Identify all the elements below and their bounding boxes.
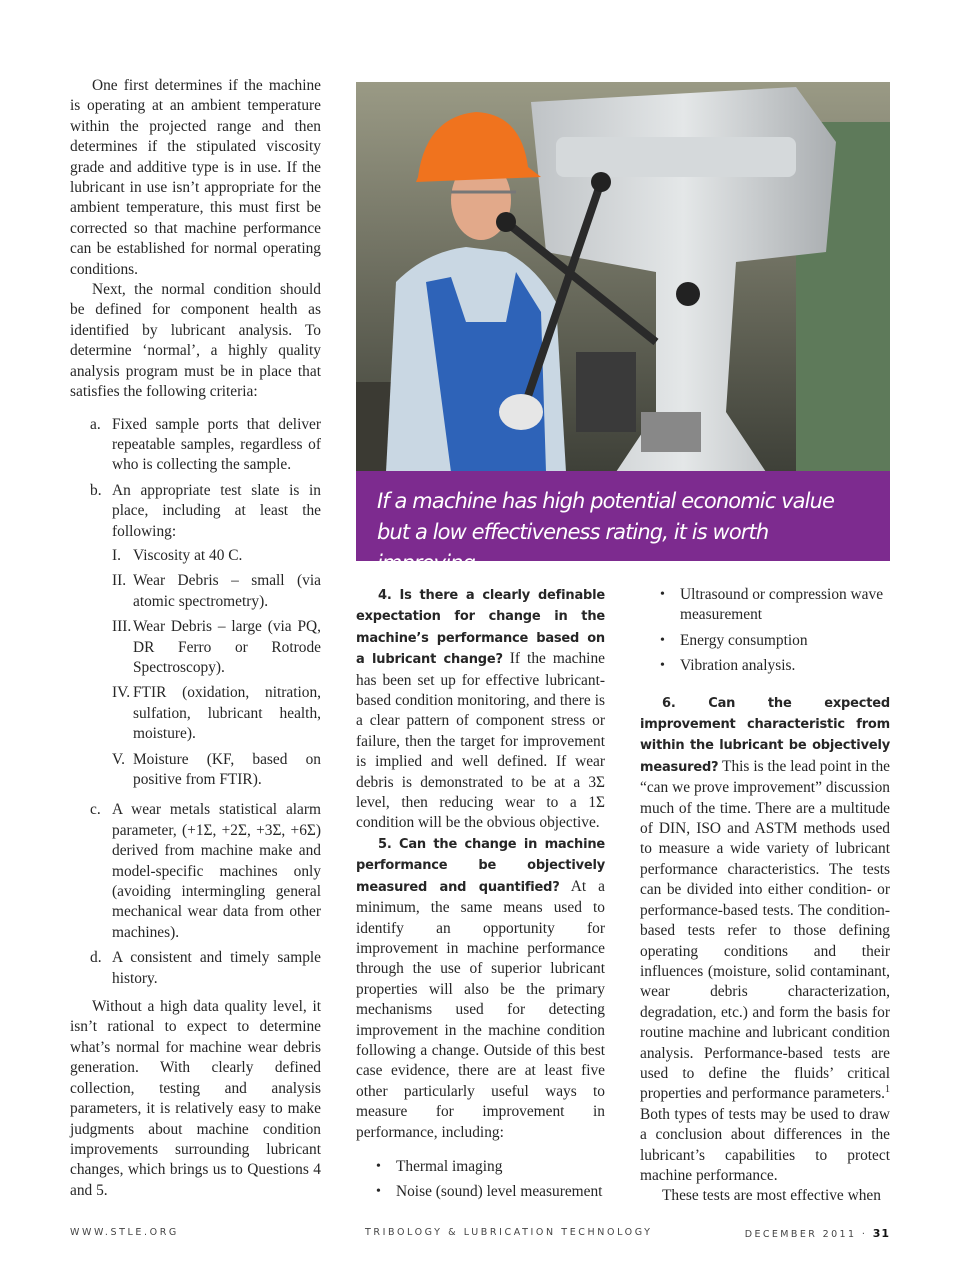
sublist-marker: I. bbox=[112, 546, 121, 564]
list-item bbox=[70, 415, 321, 476]
bullet-icon: • bbox=[660, 658, 665, 674]
sublist-item bbox=[112, 750, 321, 791]
list-item-text: An appropriate test slate is in place, including at least the following: bbox=[112, 481, 321, 540]
left-column bbox=[70, 76, 321, 1201]
sublist-item-text: Wear Debris – large (via PQ, DR Ferro or Rotrode Spectroscopy). bbox=[133, 618, 321, 676]
paragraph-question-4 bbox=[356, 585, 605, 834]
list-item bbox=[356, 1182, 605, 1202]
criteria-list bbox=[70, 415, 321, 990]
sublist-marker: III. bbox=[112, 618, 132, 636]
question-6-text-continued: Both types of tests may be used to draw a conclusion about differences in the lubricant’s capabilities to protect machine performance. bbox=[640, 1105, 890, 1184]
footer-separator: · bbox=[861, 1229, 868, 1240]
bullet-icon: • bbox=[376, 1184, 381, 1200]
pull-quote-text: If a machine has high potential economic value but a low effectiveness rating, it is worth improving. bbox=[377, 489, 835, 575]
list-item-text: Vibration analysis. bbox=[680, 657, 796, 675]
footer-publication: TRIBOLOGY & LUBRICATION TECHNOLOGY bbox=[365, 1227, 653, 1238]
list-item-text: A wear metals statistical alarm parameter, (+1Σ, +2Σ, +3Σ, +6Σ) derived from machine make and model-specific machines only (avoiding intermingling general mechanical wear data from other machines). bbox=[112, 801, 321, 941]
list-marker: b. bbox=[90, 481, 102, 499]
question-6-text: This is the lead point in the “can we prove improvement” discussion much of the time. There are a multitude of DIN, ISO and ASTM methods used to measure a wide variety of lubricant performance characteristics. The tests can be divided into either condition- or performance-based tests. The condition-based tests refer to those defining operating conditions and their influences (moisture, solid contaminant, wear debris characterization, degradation, etc.) and form the basis for routine machine and lubricant condition analysis. Performance-based tests are used to define the fluids’ critical properties and performance parameters. bbox=[640, 757, 890, 1103]
photo-illustration bbox=[356, 82, 890, 472]
list-item bbox=[70, 800, 321, 943]
sublist-item-text: Viscosity at 40 C. bbox=[133, 546, 243, 564]
sublist-item-text: FTIR (oxidation, nitration, sulfation, lubricant health, moisture). bbox=[133, 684, 321, 743]
paragraph-normal-condition: Next, the normal condition should be defined for component health as identified by lubricant analysis. To determine ‘normal’, a highly quality analysis program must be in place that satisfies the following criteria: bbox=[70, 281, 321, 401]
list-marker: a. bbox=[90, 415, 101, 433]
sublist-item bbox=[112, 617, 321, 678]
pull-quote-caption bbox=[356, 471, 890, 575]
footer-date: DECEMBER 2011 bbox=[744, 1229, 857, 1240]
list-marker: d. bbox=[90, 949, 102, 967]
sublist-marker: V. bbox=[112, 750, 125, 768]
bullet-icon: • bbox=[660, 632, 665, 648]
footer-date-page bbox=[745, 1227, 890, 1240]
page-number: 31 bbox=[872, 1227, 890, 1240]
question-4-text: If the machine has been set up for effective lubricant-based condition monitoring, and there is a clear pattern of component stress or failure, then the target for improvement is implied and well defined. If wear debris is demonstrated to be at a 3Σ level, then reducing wear to a 1Σ condition will be the obvious objective. bbox=[356, 650, 605, 832]
list-item bbox=[640, 631, 890, 651]
list-item bbox=[70, 481, 321, 796]
sublist-item-text: Moisture (KF, based on positive from FTIR). bbox=[133, 750, 321, 788]
list-item bbox=[70, 948, 321, 989]
list-item bbox=[356, 1157, 605, 1177]
question-5-text: At a minimum, the same means used to identify an opportunity for improvement in machine performance through the use of superior lubricant properties will also be the primary mechanisms used for detecting improvement in the machine condition following a change. Outside of this best case evidence, there are at least five other particularly useful ways to measure for improvement in performance, including: bbox=[356, 877, 605, 1141]
paragraph-intro: One first determines if the machine is operating at an ambient temperature within the projected range and then determines if the stipulated viscosity grade and additive type is in use. If the lubricant in use isn’t appropriate for the ambient temperature, this must first be corrected so that machine performance can be established for normal operating conditions. bbox=[70, 77, 321, 278]
question-4-heading: 4. Is there a clearly definable expectation for change in the machine’s performance based on a lubricant change? bbox=[356, 588, 605, 668]
footnote-marker: 1 bbox=[885, 1084, 890, 1096]
list-item bbox=[640, 656, 890, 676]
list-item-text: A consistent and timely sample history. bbox=[112, 949, 321, 987]
list-item-text: Energy consumption bbox=[680, 631, 808, 649]
right-column bbox=[640, 585, 890, 1207]
sublist-item bbox=[112, 571, 321, 612]
list-item-text: Ultrasound or compression wave measurement bbox=[680, 586, 884, 624]
paragraph-question-6 bbox=[640, 693, 890, 1187]
list-marker: c. bbox=[90, 801, 101, 819]
question-5-heading: 5. Can the change in machine performance be objectively measured and quantified? bbox=[356, 836, 605, 895]
sublist-marker: II. bbox=[112, 572, 127, 590]
measurement-list bbox=[356, 1157, 605, 1203]
worker-drill-press-photo bbox=[356, 82, 890, 472]
list-item-text: Fixed sample ports that deliver repeatable samples, regardless of who is collecting the sample. bbox=[112, 415, 321, 474]
list-item bbox=[640, 585, 890, 626]
measurement-list-continued bbox=[640, 585, 890, 677]
paragraph-data-quality: Without a high data quality level, it isn’t rational to expect to determine what’s normal for machine wear debris generation. With clearly defined collection, testing and analysis parameters, it is relatively easy to make judgments about machine condition improvements surrounding lubricant changes, which brings us to Questions 4 and 5. bbox=[70, 998, 321, 1199]
sublist-item bbox=[112, 546, 321, 566]
paragraph-continued: These tests are most effective when bbox=[662, 1187, 881, 1205]
paragraph-question-5 bbox=[356, 834, 605, 1143]
list-item-text: Noise (sound) level measurement bbox=[396, 1183, 603, 1201]
sublist-item-text: Wear Debris – small (via atomic spectrometry). bbox=[133, 572, 321, 610]
sublist-marker: IV. bbox=[112, 684, 131, 702]
bullet-icon: • bbox=[660, 587, 665, 602]
bullet-icon: • bbox=[376, 1158, 381, 1174]
test-slate-sublist bbox=[112, 546, 321, 790]
sublist-item bbox=[112, 683, 321, 744]
question-6-heading: 6. Can the expected improvement characteristic from within the lubricant be objectively measured? bbox=[640, 695, 890, 775]
middle-column bbox=[356, 585, 605, 1213]
list-item-text: Thermal imaging bbox=[396, 1157, 503, 1175]
footer-website: WWW.STLE.ORG bbox=[70, 1227, 179, 1238]
